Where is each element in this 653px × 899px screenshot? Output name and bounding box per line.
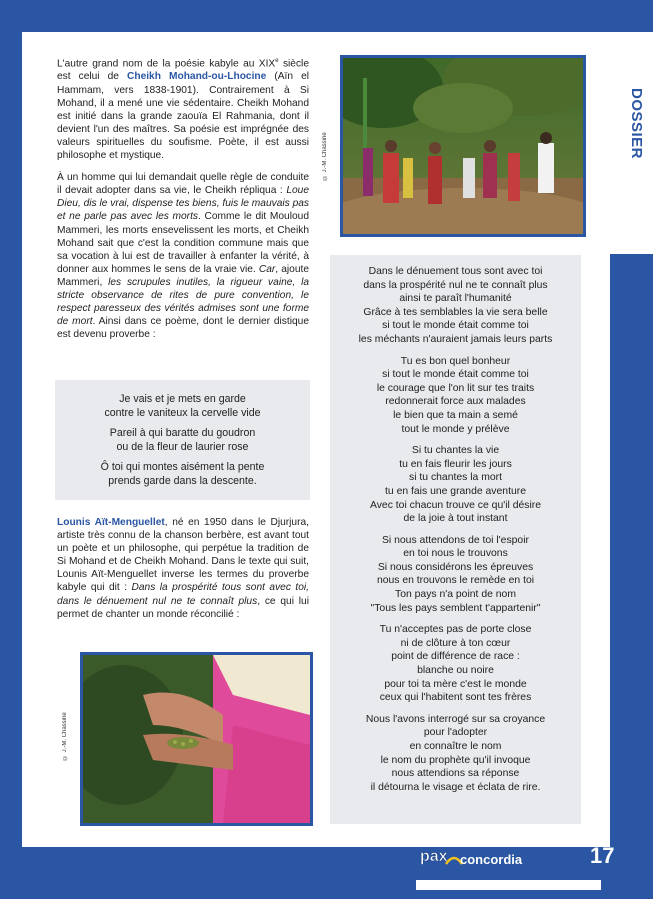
singer-name: Lounis Aït-Menguellet [57, 517, 165, 528]
photo-village-procession-image [343, 58, 583, 234]
lyric-line: pour l'adopter [423, 727, 488, 739]
song-lyrics-box [330, 255, 581, 824]
lyric-line: Tu n'acceptes pas de porte close [379, 624, 532, 636]
song-stanza [330, 355, 581, 437]
poem-line: Pareil à qui baratte du goudron [109, 427, 256, 439]
intro-paragraph-2: À un homme qui lui demandait quelle règle de conduite il devait adopter dans sa vie, le Cheikh répliqua : Loue Dieu, dis le vrai, dispense tes biens, fuis le mauvais pas et ne parle pas avec les morts. Comme le dit Mouloud Mammeri, les morts ensevelissent les morts, et Cheikh Mohand sait que c'est la condition commune mais que sa vocation à lui est de travailler à enfanter la vérité, à donner aux hommes le sens de la vraie vie. Car, ajoute Mammeri, les scrupules inutiles, la rigueur vaine, la stricte observance de rites de pure convention, le respect paresseux des vérités admises sont une forme de mort. Ainsi dans ce poème, dont le dernier distique est devenu proverbe : [57, 172, 309, 341]
lyric-line: le nom du prophète qu'il invoque [380, 754, 531, 766]
song-stanza [330, 265, 581, 347]
lyric-line: le courage que l'on lit sur tes traits [376, 382, 535, 394]
lyric-line: dans la prospérité nul ne te connaît plus [363, 279, 548, 291]
lyric-line: en toi nous le trouvons [403, 548, 508, 560]
photo-credit-top: © J.-M. Chassine [322, 132, 328, 180]
footer-bar [416, 880, 601, 890]
lyric-line: Si nous attendons de toi l'espoir [382, 534, 529, 546]
proverb-stanza [55, 426, 310, 454]
lyric-line: le bien que ta main a semé [393, 409, 518, 421]
pax-concordia-logo [418, 844, 550, 870]
poem-line: contre le vaniteux la cervelle vide [104, 407, 261, 419]
lyric-line: point de différence de race : [391, 651, 520, 663]
proverb-content [55, 380, 310, 488]
song-stanza [330, 444, 581, 526]
logo-text-pax: pax [420, 848, 448, 865]
poem-line: Je vais et je mets en garde [119, 393, 246, 405]
photo-credit-bottom: © J.-M. Chassine [62, 712, 68, 760]
lyric-line: blanche ou noire [417, 665, 494, 677]
lyric-line: Ton pays n'a point de nom [395, 589, 516, 601]
page-number: 17 [590, 843, 615, 868]
lyric-line: pour toi ta mère c'est le monde [384, 678, 527, 690]
lyric-line: en connaître le nom [409, 741, 502, 752]
lyric-line: ainsi te paraît l'humanité [399, 293, 512, 305]
song-content [330, 255, 581, 794]
lyric-line: si tu chantes la mort [409, 472, 502, 484]
section-tab-label: DOSSIER [628, 88, 645, 160]
lyric-line: Dans le dénuement tous sont avec toi [368, 266, 543, 277]
lyric-line: Si nous considérons les épreuves [377, 561, 534, 573]
song-stanza [330, 713, 581, 795]
lyric-line: Nous l'avons interrogé sur sa croyance [365, 713, 546, 725]
song-stanza [330, 623, 581, 705]
intro-text [57, 55, 309, 350]
lyric-line: de la joie à tout instant [403, 513, 508, 525]
photo-village-procession [340, 55, 586, 237]
lyric-line: Avec toi chacun trouve ce qu'il désire [369, 499, 542, 511]
lyric-line: "Tous les pays semblent t'appartenir" [370, 602, 541, 614]
lyric-line: tu en fais une grande aventure [385, 485, 526, 497]
poet-name: Cheikh Mohand-ou-Lhocine [126, 71, 267, 83]
lyric-line: les méchants n'auraient jamais leurs parts [358, 333, 553, 345]
poem-line: ou de la fleur de laurier rose [116, 441, 249, 453]
logo-text-concordia: concordia [460, 852, 523, 867]
photo-hands-seeds [80, 652, 313, 826]
lyric-line: il détourna le visage et éclata de rire. [370, 781, 541, 793]
lyric-line: nous en trouvons le remède en toi [376, 575, 535, 587]
lyric-line: ni de clôture à ton cœur [400, 637, 511, 649]
lyric-line: tu en fais fleurir les jours [399, 458, 512, 470]
proverb-box [55, 380, 310, 500]
lyric-line: Grâce à tes semblables la vie sera belle [363, 306, 548, 318]
lyric-line: Si tu chantes la vie [411, 445, 500, 457]
proverb-stanza [55, 460, 310, 488]
proverb-stanza [55, 392, 310, 420]
lyric-line: si tout le monde était comme toi [382, 320, 529, 332]
lyric-line: tout le monde y prélève [401, 423, 510, 435]
lyric-line: redonnerait force aux malades [385, 396, 526, 408]
poem-line: Ô toi qui montes aisément la pente [100, 461, 265, 473]
lyric-line: ceux qui l'habitent sont tes frères [379, 692, 532, 704]
song-stanza [330, 534, 581, 616]
lounis-text [57, 516, 309, 630]
lounis-paragraph: Lounis Aït-Menguellet, né en 1950 dans le Djurjura, artiste très connu de la chanson berbère, est avant tout un poète et un philosophe, qui perpétue la tradition de Si Mohand et de Cheikh Mohand. Dans le texte qui suit, Lounis Aït-Menguellet inverse les termes du proverbe kabyle qui dit : Dans la prospérité tous sont avec toi, dans le dénuement nul ne te connaît plus, ce qui lui permet de chanter un monde réconcilié : [57, 517, 309, 620]
poem-line: prends garde dans la descente. [108, 475, 257, 487]
lyric-line: si tout le monde était comme toi [382, 369, 529, 381]
lyric-line: nous attendions sa réponse [391, 768, 520, 780]
photo-hands-seeds-image [83, 655, 310, 823]
lyric-line: Tu es bon quel bonheur [400, 355, 511, 367]
intro-paragraph-1: L'autre grand nom de la poésie kabyle au XIXe siècle est celui de Cheikh Mohand-ou-Lhocine (Aïn el Hammam, vers 1838-1901). Contrairement à Si Mohand, il a mené une vie sédentaire. Cheikh Mohand est initié dans la grande zaouïa El Rahmania, dont il devient l'un des maîtres. Sa poésie est imprégnée des valeurs spirituelles du soufisme. Poète, il est aussi philosophe et mystique. [57, 58, 309, 162]
